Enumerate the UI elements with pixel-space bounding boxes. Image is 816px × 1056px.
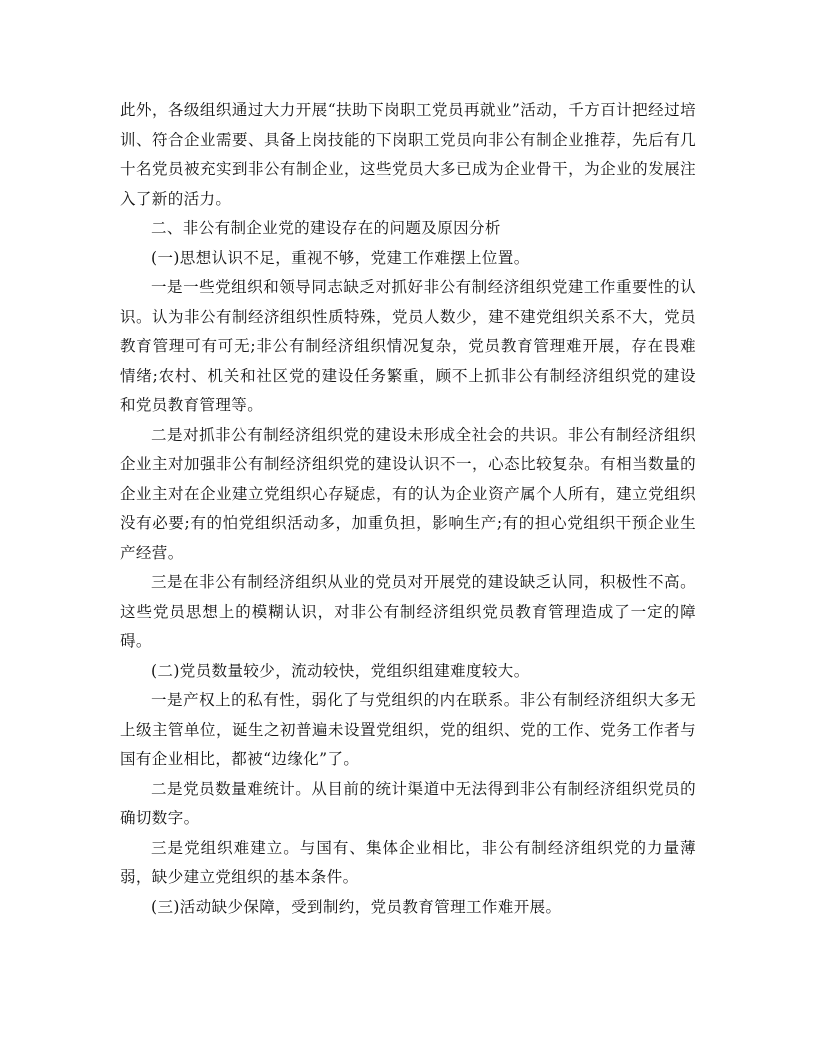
sub-heading-2: (二)党员数量较少，流动较快，党组织组建难度较大。 [151, 661, 530, 680]
paragraph-body: 三是在非公有制经济组织从业的党员对开展党的建设缺乏认同，积极性不高。这些党员思想上的模糊认识，对非公有制经济组织党员教育管理造成了一定的障碍。 [120, 573, 696, 650]
paragraph-body: 二是对抓非公有制经济组织党的建设未形成全社会的共识。非公有制经济组织企业主对加强非公有制经济组织党的建设认识不一，心态比较复杂。有相当数量的企业主对在企业建立党组织心存疑虑，有的认为企业资产属个人所有，建立党组织没有必要;有的怕党组织活动多，加重负担，影响生产;有的担心党组织干预企业生产经营。 [120, 425, 696, 562]
paragraph-body: 一是一些党组织和领导同志缺乏对抓好非公有制经济组织党建工作重要性的认识。认为非公有制经济组织性质特殊，党员人数少，建不建党组织关系不大，党员教育管理可有可无;非公有制经济组织情况复杂，党员教育管理难开展，存在畏难情绪;农村、机关和社区党的建设任务繁重，顾不上抓非公有制经济组织党的建设和党员教育管理等。 [120, 278, 696, 414]
paragraph-body: 二是党员数量难统计。从目前的统计渠道中无法得到非公有制经济组织党员的确切数字。 [120, 779, 696, 827]
paragraph-continuation: 此外，各级组织通过大力开展“扶助下岗职工党员再就业”活动，千方百计把经过培训、符合企业需要、具备上岗技能的下岗职工党员向非公有制企业推荐，先后有几十名党员被充实到非公有制企业，这些党员大多已成为企业骨干，为企业的发展注入了新的活力。 [120, 101, 696, 208]
paragraph-body: 三是党组织难建立。与国有、集体企业相比，非公有制经济组织党的力量薄弱，缺少建立党组织的基本条件。 [120, 838, 696, 886]
section-heading: 二、非公有制企业党的建设存在的问题及原因分析 [151, 219, 501, 237]
document-page [120, 96, 696, 922]
paragraph-body: 一是产权上的私有性，弱化了与党组织的内在联系。非公有制经济组织大多无上级主管单位，诞生之初普遍未设置党组织，党的组织、党的工作、党务工作者与国有企业相比，都被“边缘化”了。 [120, 691, 696, 768]
sub-heading-3: (三)活动缺少保障，受到制约，党员教育管理工作难开展。 [151, 897, 562, 916]
sub-heading-1: (一)思想认识不足，重视不够，党建工作难摆上位置。 [151, 248, 530, 267]
